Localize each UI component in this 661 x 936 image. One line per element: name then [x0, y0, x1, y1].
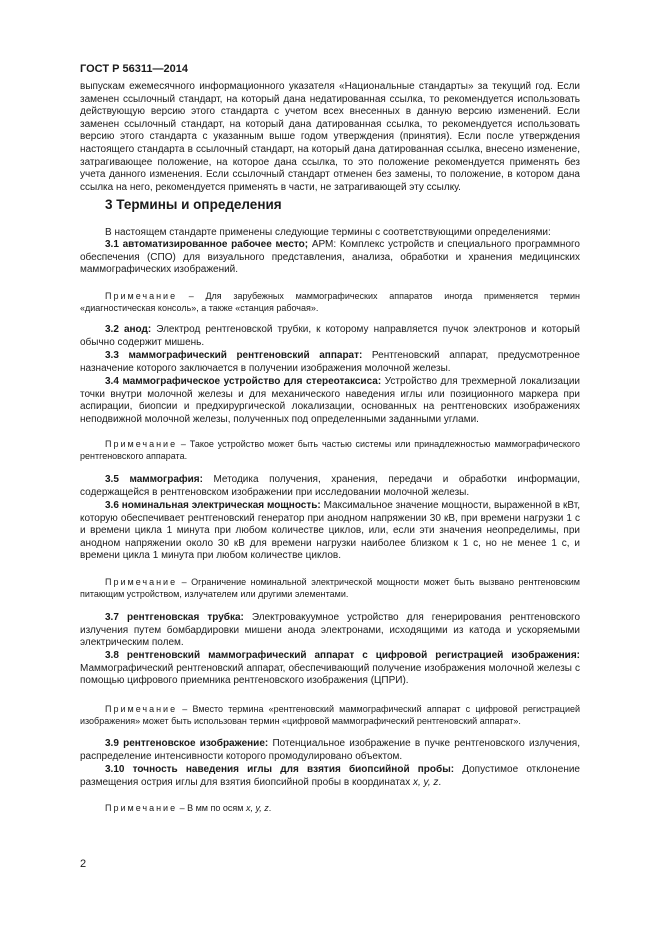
term-3-8 [80, 650, 580, 688]
term-3-8-definition: Маммографический рентгеновский аппарат, обеспечивающий получение изображения молочной железы с помощью цифрового приемника рентгеновского изображения (ЦПРИ). [80, 662, 580, 687]
note-label: Примечание [105, 704, 178, 714]
term-3-8-title: 3.8 рентгеновский маммографический аппарат с цифровой регистрацией изображения: [105, 650, 580, 661]
term-3-7-title: 3.7 рентгеновская трубка: [105, 612, 244, 623]
term-3-4 [80, 376, 580, 426]
term-3-10-end: . [438, 776, 442, 788]
note-3-6 [80, 576, 580, 600]
term-3-9-title: 3.9 рентгеновское изображение: [105, 738, 269, 749]
page-number: 2 [80, 858, 87, 870]
intro-paragraph: выпускам ежемесячного информационного указателя «Национальные стандарты» за текущий год. Если заменен ссылочный стандарт, на который дана недатированная ссылка, то рекомендуется использовать действующую версию этого стандарта с учетом всех внесенных в данную версию изменений. Если заменен ссылочный стандарт, на который дана датированная ссылка, то рекомендуется использовать версию этого стандарта с указанным выше годом утверждения (принятия). Если после утверждения настоящего стандарта в ссылочный стандарт, на который дана датированная ссылка, внесено изменение, затрагивающее положение, на которое дана ссылка, то это положение рекомендуется применять без учета данного изменения. Если ссылочный стандарт отменен без замены, то положение, в котором дана ссылка на него, рекомендуется применять в части, не затрагивающей эту ссылку. [80, 81, 580, 193]
section-lead: В настоящем стандарте применены следующие термины с соответствующими определениями: [105, 227, 551, 238]
term-3-2-title: 3.2 анод: [105, 324, 152, 335]
term-3-2 [80, 324, 580, 349]
note-label: Примечание [105, 577, 178, 587]
term-3-10-definition: Допустимое отклонение размещения острия иглы для взятия биопсийной пробы в координатах [80, 764, 580, 788]
document-header: ГОСТ Р 56311—2014 [80, 63, 188, 75]
term-3-4-title: 3.4 маммографическое устройство для стереотаксиса: [105, 376, 382, 387]
note-3-4-text: – Такое устройство может быть частью системы или принадлежностью маммографического рентгеновского аппарата. [80, 439, 580, 461]
term-3-10-title: 3.10 точность наведения иглы для взятия биопсийной пробы: [105, 764, 455, 775]
note-3-8-text: – Вместо термина «рентгеновский маммографический аппарат с цифровой регистрацией изображения» может быть использован термин «цифровой маммографический рентгеновский аппарат». [80, 704, 580, 726]
note-3-10-text: – В мм по осям [177, 803, 246, 813]
term-3-9 [80, 738, 580, 763]
term-3-7-definition: Электровакуумное устройство для генерирования рентгеновского излучения путем бомбардировки мишени анода электронами, исходящими из катода и ускоряемыми электрическим полем. [80, 612, 581, 649]
note-label: Примечание [105, 439, 178, 449]
note-3-10 [80, 802, 580, 814]
term-3-6-definition: Максимальное значение мощности, выраженной в кВт, которую обеспечивает рентгеновский генератор при анодном напряжении 30 кВ, при времени нагрузки 1 с и времени цикла 1 минута при любом количестве циклов, или, если эти значения неопределимы, при анодном напряжении около 30 кВ для времени нагрузки наиболее близком к 1 с, но не менее 1 с, и времени цикла 1 минута при любом количестве циклов. [80, 500, 580, 562]
term-3-5-title: 3.5 маммография: [105, 474, 203, 485]
note-3-8 [80, 703, 580, 727]
term-3-10-coords: x, y, z [413, 776, 439, 788]
note-3-10-end: . [268, 803, 272, 813]
note-3-4 [80, 438, 580, 462]
term-3-3-title: 3.3 маммографический рентгеновский аппарат: [105, 350, 363, 361]
note-3-10-coords: x, y, z [245, 803, 269, 813]
term-3-5-definition: Методика получения, хранения, передачи и обработки информации, содержащейся в рентгеновском изображении при исследовании молочной железы. [80, 474, 580, 498]
term-3-6-title: 3.6 номинальная электрическая мощность: [105, 500, 321, 511]
note-label: Примечание [105, 291, 178, 301]
term-3-3 [80, 350, 580, 375]
note-3-6-text: – Ограничение номинальной электрической мощности может быть вызвано рентгеновским питающим устройством, излучателем или другими элементами. [80, 577, 580, 599]
term-3-1-definition: АРМ: Комплекс устройств и специального программного обеспечения (СПО) для визуального представления, анализа, обработки и хранения медицинских маммографических изображений. [80, 239, 580, 276]
note-label: Примечание [105, 803, 178, 813]
term-3-7 [80, 612, 580, 650]
section-title: 3 Термины и определения [105, 197, 282, 212]
term-3-2-definition: Электрод рентгеновской трубки, к которому направляется пучок электронов и который обычно содержит мишень. [80, 324, 581, 348]
term-3-5 [80, 474, 580, 499]
note-3-1 [80, 290, 580, 314]
term-3-9-definition: Потенциальное изображение в пучке рентгеновского излучения, распределение интенсивности которого промодулировано объектом. [80, 738, 580, 762]
term-3-1-title: 3.1 автоматизированное рабочее место; [105, 239, 309, 250]
term-3-4-definition: Устройство для трехмерной локализации точки внутри молочной железы и для механического наведения иглы или позиционного маркера при аспирации, биопсии и предхирургической локализации, основанных на рентгеновских изображениях неподвижной молочной железы, полученных под определенными заданными углами. [80, 376, 580, 425]
term-3-1 [80, 239, 580, 277]
term-3-10 [80, 764, 580, 789]
term-3-6 [80, 500, 580, 563]
note-3-1-text: – Для зарубежных маммографических аппаратов иногда применяется термин «диагностическая консоль», а также «станция рабочая». [80, 291, 580, 313]
term-3-3-definition: Рентгеновский аппарат, предусмотренное назначение которого заключается в получении изображения молочной железы. [80, 350, 580, 374]
